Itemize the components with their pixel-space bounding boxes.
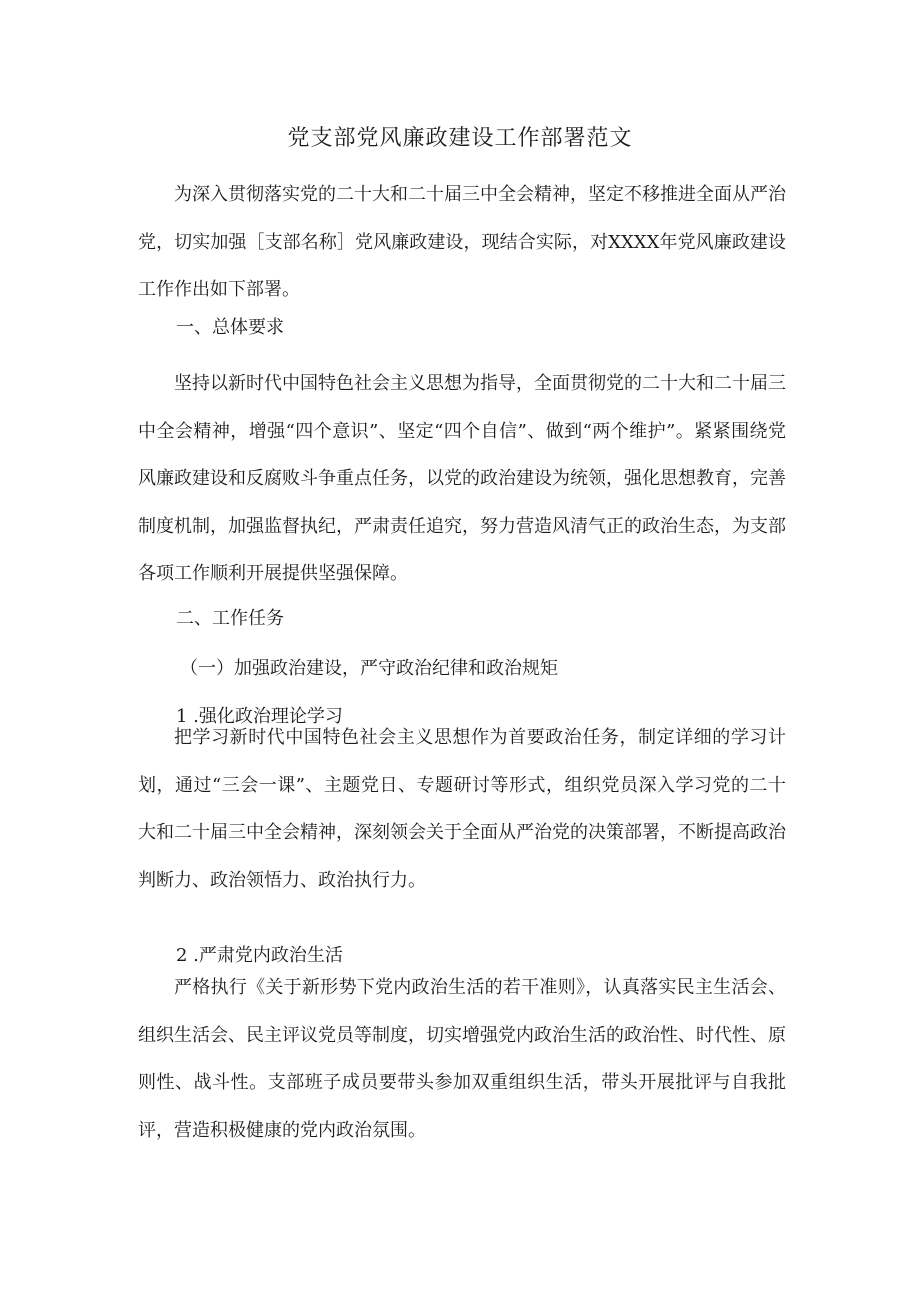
subsection-1-heading: （一）加强政治建设，严守政治纪律和政治规矩 xyxy=(180,658,558,679)
item-1-heading: 1 .强化政治理论学习 xyxy=(176,706,343,727)
item-1-paragraph: 把学习新时代中国特色社会主义思想作为首要政治任务，制定详细的学习计划，通过“三会一课”、主题党日、专题研讨等形式，组织党员深入学习党的二十大和二十届三中全会精神，深刻领会关于全面从严治党的决策部署，不断提高政治判断力、政治领悟力、政治执行力。 xyxy=(138,727,786,891)
section-1-paragraph: 坚持以新时代中国特色社会主义思想为指导，全面贯彻党的二十大和二十届三中全会精神，增强“四个意识”、坚定“四个自信”、做到“两个维护”。紧紧围绕党风廉政建设和反腐败斗争重点任务，以党的政治建设为统领，强化思想教育，完善制度机制，加强监督执纪，严肃责任追究，努力营造风清气正的政治生态，为支部各项工作顺利开展提供坚强保障。 xyxy=(138,373,786,584)
document-title: 党支部党风廉政建设工作部署范文 xyxy=(287,126,633,151)
intro-paragraph: 为深入贯彻落实党的二十大和二十届三中全会精神，坚定不移推进全面从严治党，切实加强［支部名称］党风廉政建设，现结合实际，对XXXX年党风廉政建设工作作出如下部署。 xyxy=(138,184,786,300)
item-2-paragraph: 严格执行《关于新形势下党内政治生活的若干准则》，认真落实民主生活会、组织生活会、民主评议党员等制度，切实增强党内政治生活的政治性、时代性、原则性、战斗性。支部班子成员要带头参加双重组织生活，带头开展批评与自我批评，营造积极健康的党内政治氛围。 xyxy=(138,977,786,1141)
section-2-heading: 二、工作任务 xyxy=(176,608,284,629)
item-2-heading: 2 .严肃党内政治生活 xyxy=(176,945,343,966)
section-1-heading: 一、总体要求 xyxy=(176,317,284,338)
